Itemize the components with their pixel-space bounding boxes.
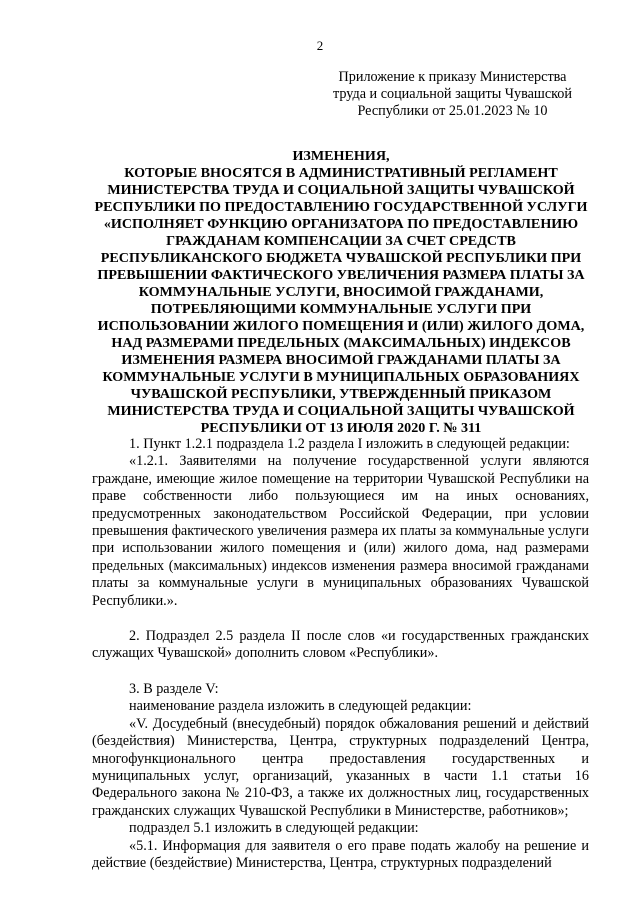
title-line: ПРЕВЫШЕНИИ ФАКТИЧЕСКОГО УВЕЛИЧЕНИЯ РАЗМЕРА ПЛАТЫ ЗА [97,267,585,283]
title-line: РЕСПУБЛИКИ ОТ 13 ИЮЛЯ 2020 Г. № 311 [200,420,482,436]
title-line: МИНИСТЕРСТВА ТРУДА И СОЦИАЛЬНОЙ ЗАЩИТЫ ЧУВАШСКОЙ [107,403,575,419]
title-line: ИЗМЕНЕНИЯ, [292,148,390,164]
title-line: РЕСПУБЛИКИ ПО ПРЕДОСТАВЛЕНИЮ ГОСУДАРСТВЕННОЙ УСЛУГИ [94,199,588,215]
title-line: ГРАЖДАНАМ КОМПЕНСАЦИИ ЗА СЧЕТ СРЕДСТВ [166,233,516,249]
title-line: ИСПОЛЬЗОВАНИИ ЖИЛОГО ПОМЕЩЕНИЯ И (ИЛИ) ЖИЛОГО ДОМА, [97,318,585,334]
document-body [92,436,589,872]
title-line: ПОТРЕБЛЯЮЩИМИ КОММУНАЛЬНЫЕ УСЛУГИ ПРИ [150,301,532,317]
title-line: НАД РАЗМЕРАМИ ПРЕДЕЛЬНЫХ (МАКСИМАЛЬНЫХ) ИНДЕКСОВ [111,335,571,351]
title-line: ИЗМЕНЕНИЯ РАЗМЕРА ВНОСИМОЙ ГРАЖДАНАМИ ПЛАТЫ ЗА [121,352,561,368]
paragraph-item-2: 2. Подраздел 2.5 раздела II после слов «и государственных гражданских служащих Чувашской» дополнить словом «Республики». [92,628,589,662]
title-line: МИНИСТЕРСТВА ТРУДА И СОЦИАЛЬНОЙ ЗАЩИТЫ ЧУВАШСКОЙ [107,182,575,198]
paragraph-quote-5-1: «5.1. Информация для заявителя о его праве подать жалобу на решение и действие (бездействие) Министерства, Центра, структурных подразделений [92,837,589,871]
paragraph-quote-1-2-1: «1.2.1. Заявителями на получение государственной услуги являются граждане, имеющие жилое помещение на территории Чувашской Республики на праве собственности либо пользующиеся им на иных основаниях, предусмотренных законодательством Российской Федерации, при условии превышения фактического увеличения размера их платы за коммунальные услуги при использовании жилого помещения и (или) жилого дома, над размерами предельных (максимальных) индексов изменения размера вносимой гражданами платы за коммунальные услуги в муниципальных образованиях Чувашской Республики.». [92,453,589,609]
title-line: КОТОРЫЕ ВНОСЯТСЯ В АДМИНИСТРАТИВНЫЙ РЕГЛАМЕНТ [124,165,558,181]
paragraph-subsection-5-1: подраздел 5.1 изложить в следующей редакции: [129,820,419,837]
paragraph-section-name: наименование раздела изложить в следующей редакции: [129,698,472,715]
title-line: ЧУВАШСКОЙ РЕСПУБЛИКИ, УТВЕРЖДЕННЫЙ ПРИКАЗОМ [130,386,552,402]
appendix-note [330,69,575,120]
page-number: 2 [316,38,324,53]
title-line: КОММУНАЛЬНЫЕ УСЛУГИ В МУНИЦИПАЛЬНЫХ ОБРАЗОВАНИЯХ [102,369,580,385]
title-line: «ИСПОЛНЯЕТ ФУНКЦИЮ ОРГАНИЗАТОРА ПО ПРЕДОСТАВЛЕНИЮ [103,216,579,232]
paragraph-item-3: 3. В разделе V: [129,680,219,697]
appendix-line: труда и социальной защиты Чувашской [333,86,572,102]
document-title [93,148,589,437]
paragraph-item-1: 1. Пункт 1.2.1 подраздела 1.2 раздела I изложить в следующей редакции: [129,436,570,452]
paragraph-quote-section-v: «V. Досудебный (внесудебный) порядок обжалования решений и действий (бездействия) Министерства, Центра, структурных подразделений Центра, многофункционального центра предоставления государственных и муниципальных услуг, организаций, указанных в части 1.1 статьи 16 Федерального закона № 210-ФЗ, а также их должностных лиц, государственных гражданских служащих Чувашской Республики в Министерстве, работников»; [92,715,589,819]
title-line: РЕСПУБЛИКАНСКОГО БЮДЖЕТА ЧУВАШСКОЙ РЕСПУБЛИКИ ПРИ [100,250,582,266]
appendix-line: Приложение к приказу Министерства [338,69,567,85]
appendix-line: Республики от 25.01.2023 № 10 [357,103,548,119]
title-line: КОММУНАЛЬНЫЕ УСЛУГИ, ВНОСИМОЙ ГРАЖДАНАМИ, [138,284,544,300]
